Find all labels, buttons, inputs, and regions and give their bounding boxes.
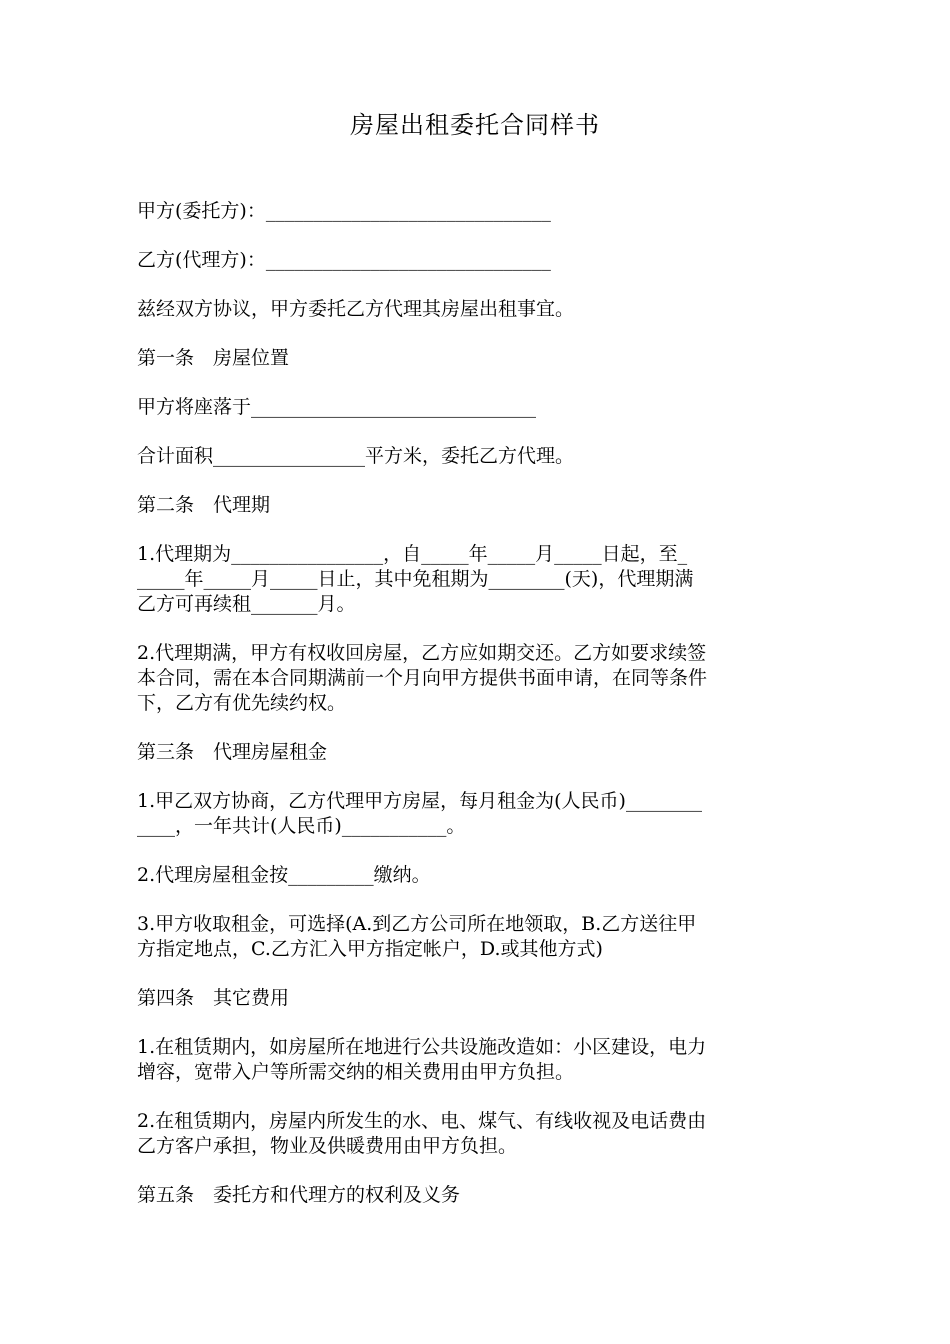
article-3-clause-3: 3.甲方收取租金，可选择(A.到乙方公司所在地领取，B.乙方送往甲 方指定地点，C.乙方汇入甲方指定帐户，D.或其他方式) (137, 913, 697, 960)
article-5-heading: 第五条 委托方和代理方的权利及义务 (137, 1184, 461, 1206)
article-1-heading: 第一条 房屋位置 (137, 347, 290, 369)
article-4-heading: 第四条 其它费用 (137, 987, 290, 1009)
article-4-clause-2: 2.在租赁期内，房屋内所发生的水、电、煤气、有线收视及电话费由 乙方客户承担，物业及供暖费用由甲方负担。 (137, 1110, 707, 1157)
article-4-clause-1: 1.在租赁期内，如房屋所在地进行公共设施改造如：小区建设，电力 增容，宽带入户等所需交纳的相关费用由甲方负担。 (137, 1036, 707, 1083)
article-1-location: 甲方将座落于______________________________ (137, 396, 537, 418)
article-3-clause-2: 2.代理房屋租金按_________缴纳。 (137, 864, 431, 886)
article-3-heading: 第三条 代理房屋租金 (137, 741, 328, 763)
article-2-heading: 第二条 代理期 (137, 494, 271, 516)
article-3-clause-1: 1.甲乙双方协商，乙方代理甲方房屋，每月租金为(人民币)________ ____，一年共计(人民币)___________。 (137, 790, 702, 837)
document-body (137, 199, 817, 1232)
article-2-clause-2: 2.代理期满，甲方有权收回房屋，乙方应如期交还。乙方如要求续签 本合同，需在本合同期满前一个月向甲方提供书面申请，在同等条件 下，乙方有优先续约权。 (137, 642, 708, 714)
party-b-line: 乙方(代理方)：______________________________ (137, 249, 551, 271)
document-title: 房屋出租委托合同样书 (350, 111, 600, 139)
article-1-area: 合计面积________________平方米，委托乙方代理。 (137, 445, 575, 467)
party-a-line: 甲方(委托方)：______________________________ (137, 200, 551, 222)
article-2-clause-1: 1.代理期为________________，自_____年_____月_____日起，至_ _____年_____月_____日止，其中免租期为________(天)，代理期满 乙方可再续租_______月。 (137, 543, 694, 615)
agreement-intro: 兹经双方协议，甲方委托乙方代理其房屋出租事宜。 (137, 298, 575, 320)
